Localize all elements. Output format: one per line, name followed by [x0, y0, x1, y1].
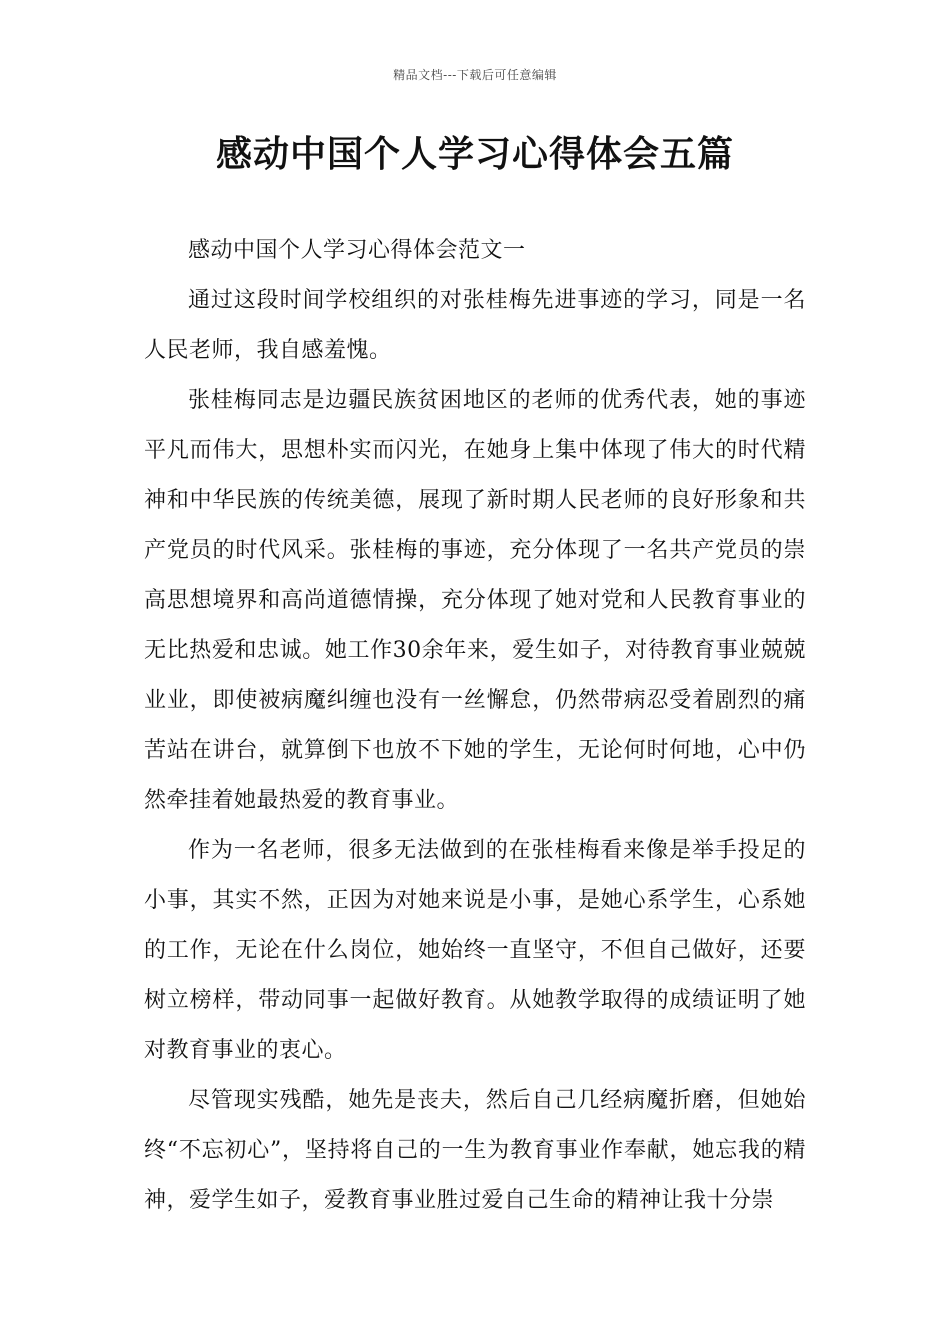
document-body: [144, 226, 806, 1226]
document-title: 感动中国个人学习心得体会五篇: [215, 133, 734, 175]
header-note: 精品文档---下载后可任意编辑: [393, 68, 557, 82]
paragraph: 通过这段时间学校组织的对张桂梅先进事迹的学习，同是一名人民老师，我自感羞愧。: [144, 288, 806, 363]
paragraph-subtitle: 感动中国个人学习心得体会范文一: [188, 238, 526, 263]
paragraph: 尽管现实残酷，她先是丧夫，然后自己几经病魔折磨，但她始终“不忘初心”，坚持将自己的一生为教育事业作奉献，她忘我的精神，爱学生如子，爱教育事业胜过爱自己生命的精神让我十分崇: [144, 1088, 806, 1213]
paragraph: 作为一名老师，很多无法做到的在张桂梅看来像是举手投足的小事，其实不然，正因为对她来说是小事，是她心系学生，心系她的工作，无论在什么岗位，她始终一直坚守，不但自己做好，还要树立榜样，带动同事一起做好教育。从她教学取得的成绩证明了她对教育事业的衷心。: [144, 838, 806, 1063]
paragraph: 张桂梅同志是边疆民族贫困地区的老师的优秀代表，她的事迹平凡而伟大，思想朴实而闪光，在她身上集中体现了伟大的时代精神和中华民族的传统美德，展现了新时期人民老师的良好形象和共产党员的时代风采。张桂梅的事迹，充分体现了一名共产党员的崇高思想境界和高尚道德情操，充分体现了她对党和人民教育事业的无比热爱和忠诚。她工作30余年来，爱生如子，对待教育事业兢兢业业，即使被病魔纠缠也没有一丝懈怠，仍然带病忍受着剧烈的痛苦站在讲台，就算倒下也放不下她的学生，无论何时何地，心中仍然牵挂着她最热爱的教育事业。: [144, 388, 806, 813]
